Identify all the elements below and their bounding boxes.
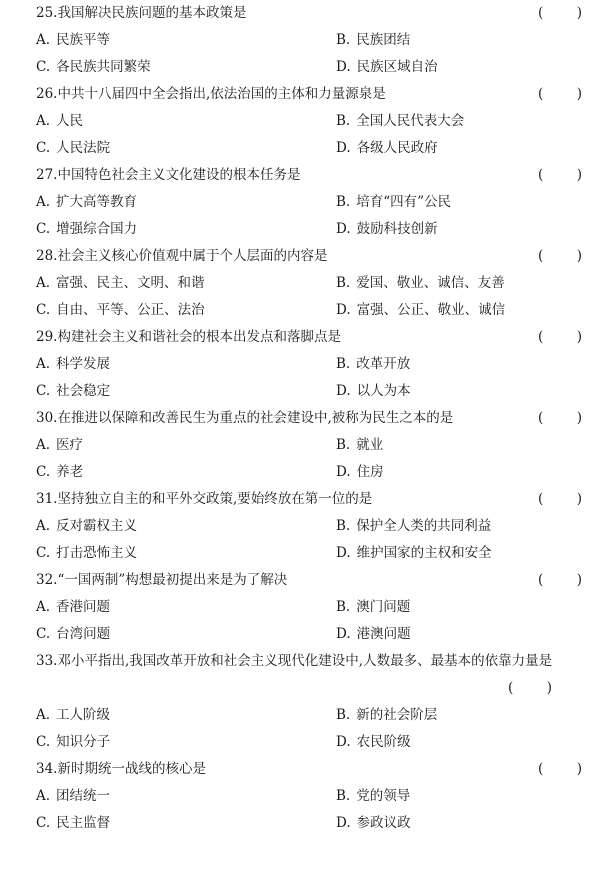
option-letter: B. (336, 194, 351, 210)
option-d[interactable] (336, 297, 570, 324)
option-letter: B. (336, 518, 351, 534)
option-text: 团结统一 (56, 788, 111, 804)
paren-close: ) (576, 761, 582, 777)
option-letter: C. (36, 59, 51, 75)
paren-close: ) (546, 680, 552, 696)
option-letter: A. (36, 707, 51, 723)
option-text: 民族平等 (56, 32, 111, 48)
paren-open: ( (538, 491, 544, 507)
option-letter: D. (336, 545, 351, 561)
option-letter: B. (336, 275, 351, 291)
option-letter: C. (36, 383, 51, 399)
option-letter: A. (36, 518, 51, 534)
option-d[interactable] (336, 459, 570, 486)
option-text: 农民阶级 (356, 734, 411, 750)
answer-row (36, 675, 570, 702)
option-text: 自由、平等、公正、法治 (56, 302, 205, 318)
answer-blank[interactable] (538, 324, 582, 351)
question-number: 33. (36, 653, 58, 669)
paren-open: ( (538, 329, 544, 345)
option-text: 爱国、敬业、诚信、友善 (356, 275, 505, 291)
option-letter: C. (36, 302, 51, 318)
option-text: 澳门问题 (356, 599, 411, 615)
paren-open: ( (538, 86, 544, 102)
option-a[interactable] (36, 189, 336, 216)
option-text: 民族区域自治 (356, 59, 438, 75)
paren-close: ) (576, 410, 582, 426)
paren-open: ( (538, 167, 544, 183)
question-number: 28. (36, 248, 58, 264)
options (36, 108, 570, 162)
option-letter: B. (336, 707, 351, 723)
answer-blank[interactable] (538, 756, 582, 783)
option-text: 民主监督 (56, 815, 111, 831)
question-stem (36, 243, 570, 270)
option-letter: B. (336, 356, 351, 372)
option-text: 维护国家的主权和安全 (356, 545, 492, 561)
option-b[interactable] (336, 27, 570, 54)
option-text: 民族团结 (356, 32, 411, 48)
option-b[interactable] (336, 108, 570, 135)
options (36, 432, 570, 486)
option-letter: C. (36, 734, 51, 750)
option-letter: B. (336, 599, 351, 615)
option-text: 港澳问题 (356, 626, 411, 642)
option-c[interactable] (36, 621, 336, 648)
option-letter: C. (36, 545, 51, 561)
paren-open: ( (538, 761, 544, 777)
question-number: 25. (36, 5, 58, 21)
question-32 (0, 567, 600, 648)
option-d[interactable] (336, 810, 570, 837)
question-text: 在推进以保障和改善民生为重点的社会建设中,被称为民生之本的是 (57, 410, 454, 426)
option-letter: D. (336, 221, 351, 237)
option-letter: D. (336, 383, 351, 399)
question-number: 29. (36, 329, 58, 345)
question-stem (36, 486, 570, 513)
question-stem (36, 567, 570, 594)
option-c[interactable] (36, 54, 336, 81)
question-number: 34. (36, 761, 58, 777)
option-letter: D. (336, 734, 351, 750)
paren-close: ) (576, 167, 582, 183)
question-26 (0, 81, 600, 162)
option-letter: C. (36, 464, 51, 480)
option-text: 培育“四有”公民 (356, 194, 452, 210)
question-number: 26. (36, 86, 58, 102)
answer-blank[interactable] (538, 405, 582, 432)
option-text: 住房 (356, 464, 384, 480)
paren-close: ) (576, 572, 582, 588)
options (36, 702, 570, 756)
option-text: 以人为本 (356, 383, 411, 399)
option-letter: A. (36, 275, 51, 291)
question-28 (0, 243, 600, 324)
options (36, 513, 570, 567)
option-letter: A. (36, 32, 51, 48)
option-letter: C. (36, 140, 51, 156)
options (36, 351, 570, 405)
option-d[interactable] (336, 54, 570, 81)
option-text: 党的领导 (356, 788, 411, 804)
question-number: 31. (36, 491, 58, 507)
option-c[interactable] (36, 135, 336, 162)
option-text: 富强、民主、文明、和谐 (56, 275, 205, 291)
question-number: 27. (36, 167, 58, 183)
question-stem (36, 162, 570, 189)
option-c[interactable] (36, 729, 336, 756)
option-letter: C. (36, 626, 51, 642)
option-text: 全国人民代表大会 (356, 113, 465, 129)
option-b[interactable] (336, 783, 570, 810)
option-text: 富强、公正、敬业、诚信 (356, 302, 506, 318)
question-text: 构建社会主义和谐社会的根本出发点和落脚点是 (57, 329, 341, 345)
option-text: 新的社会阶层 (356, 707, 438, 723)
option-letter: A. (36, 194, 51, 210)
option-a[interactable] (36, 783, 336, 810)
question-text: 我国解决民族问题的基本政策是 (57, 5, 247, 21)
option-letter: B. (336, 113, 351, 129)
option-letter: D. (336, 59, 351, 75)
answer-blank[interactable] (508, 675, 552, 702)
option-text: 人民法院 (56, 140, 111, 156)
question-stem (36, 324, 570, 351)
option-text: 台湾问题 (56, 626, 111, 642)
option-text: 反对霸权主义 (56, 518, 138, 534)
question-33 (0, 648, 600, 756)
option-text: 就业 (356, 437, 384, 453)
option-letter: A. (36, 599, 51, 615)
option-text: 各民族共同繁荣 (56, 59, 151, 75)
options (36, 270, 570, 324)
option-letter: D. (336, 464, 351, 480)
paren-close: ) (576, 248, 582, 264)
option-c[interactable] (36, 459, 336, 486)
paren-close: ) (576, 86, 582, 102)
answer-blank[interactable] (538, 162, 582, 189)
options (36, 783, 570, 837)
option-a[interactable] (36, 270, 336, 297)
paren-close: ) (576, 491, 582, 507)
paren-open: ( (508, 680, 514, 696)
option-text: 知识分子 (56, 734, 111, 750)
option-a[interactable] (36, 351, 336, 378)
question-number: 32. (36, 572, 58, 588)
question-stem (36, 756, 570, 783)
option-b[interactable] (336, 351, 570, 378)
option-text: 鼓励科技创新 (356, 221, 438, 237)
question-number: 30. (36, 410, 58, 426)
option-c[interactable] (36, 216, 336, 243)
option-b[interactable] (336, 432, 570, 459)
option-text: 工人阶级 (56, 707, 111, 723)
answer-blank[interactable] (538, 486, 582, 513)
option-c[interactable] (36, 297, 336, 324)
option-text: 科学发展 (56, 356, 111, 372)
option-text: 医疗 (56, 437, 84, 453)
option-letter: A. (36, 437, 51, 453)
option-letter: D. (336, 626, 351, 642)
option-d[interactable] (336, 216, 570, 243)
option-text: 扩大高等教育 (56, 194, 138, 210)
option-a[interactable] (36, 513, 336, 540)
paren-open: ( (538, 5, 544, 21)
question-text: 邓小平指出,我国改革开放和社会主义现代化建设中,人数最多、最基本的依靠力量是 (57, 653, 553, 669)
option-b[interactable] (336, 513, 570, 540)
option-d[interactable] (336, 378, 570, 405)
option-letter: C. (36, 221, 51, 237)
paren-open: ( (538, 248, 544, 264)
question-text: 新时期统一战线的核心是 (57, 761, 206, 777)
option-text: 保护全人类的共同利益 (356, 518, 492, 534)
option-text: 养老 (56, 464, 84, 480)
paren-open: ( (538, 410, 544, 426)
question-34 (0, 756, 600, 837)
paren-close: ) (576, 5, 582, 21)
option-letter: A. (36, 113, 51, 129)
option-a[interactable] (36, 594, 336, 621)
option-text: 各级人民政府 (356, 140, 438, 156)
option-a[interactable] (36, 108, 336, 135)
paren-close: ) (576, 329, 582, 345)
question-stem (36, 0, 570, 27)
answer-blank[interactable] (538, 0, 582, 27)
option-a[interactable] (36, 432, 336, 459)
option-letter: D. (336, 815, 351, 831)
question-text: 中共十八届四中全会指出,依法治国的主体和力量源泉是 (57, 86, 386, 102)
question-31 (0, 486, 600, 567)
option-c[interactable] (36, 378, 336, 405)
option-letter: B. (336, 788, 351, 804)
option-c[interactable] (36, 810, 336, 837)
option-letter: D. (336, 140, 351, 156)
question-text: “一国两制”构想最初提出来是为了解决 (57, 572, 288, 588)
question-stem (36, 648, 570, 675)
option-text: 改革开放 (356, 356, 411, 372)
options (36, 594, 570, 648)
question-30 (0, 405, 600, 486)
question-text: 中国特色社会主义文化建设的根本任务是 (57, 167, 301, 183)
option-text: 社会稳定 (56, 383, 111, 399)
option-c[interactable] (36, 540, 336, 567)
option-b[interactable] (336, 270, 570, 297)
option-letter: C. (36, 815, 51, 831)
option-text: 增强综合国力 (56, 221, 138, 237)
options (36, 27, 570, 81)
option-a[interactable] (36, 27, 336, 54)
answer-blank[interactable] (538, 243, 582, 270)
question-stem (36, 405, 570, 432)
option-letter: B. (336, 437, 351, 453)
answer-blank[interactable] (538, 567, 582, 594)
option-letter: A. (36, 356, 51, 372)
option-b[interactable] (336, 702, 570, 729)
option-letter: A. (36, 788, 51, 804)
option-d[interactable] (336, 729, 570, 756)
question-stem (36, 81, 570, 108)
question-text: 坚持独立自主的和平外交政策,要始终放在第一位的是 (57, 491, 373, 507)
option-text: 香港问题 (56, 599, 111, 615)
option-d[interactable] (336, 621, 570, 648)
option-b[interactable] (336, 594, 570, 621)
option-text: 人民 (56, 113, 84, 129)
question-25 (0, 0, 600, 81)
option-d[interactable] (336, 135, 570, 162)
question-29 (0, 324, 600, 405)
options (36, 189, 570, 243)
option-a[interactable] (36, 702, 336, 729)
option-letter: B. (336, 32, 351, 48)
answer-blank[interactable] (538, 81, 582, 108)
option-letter: D. (336, 302, 351, 318)
option-d[interactable] (336, 540, 570, 567)
paren-open: ( (538, 572, 544, 588)
question-text: 社会主义核心价值观中属于个人层面的内容是 (57, 248, 328, 264)
option-text: 打击恐怖主义 (56, 545, 138, 561)
option-text: 参政议政 (356, 815, 411, 831)
question-27 (0, 162, 600, 243)
option-b[interactable] (336, 189, 570, 216)
